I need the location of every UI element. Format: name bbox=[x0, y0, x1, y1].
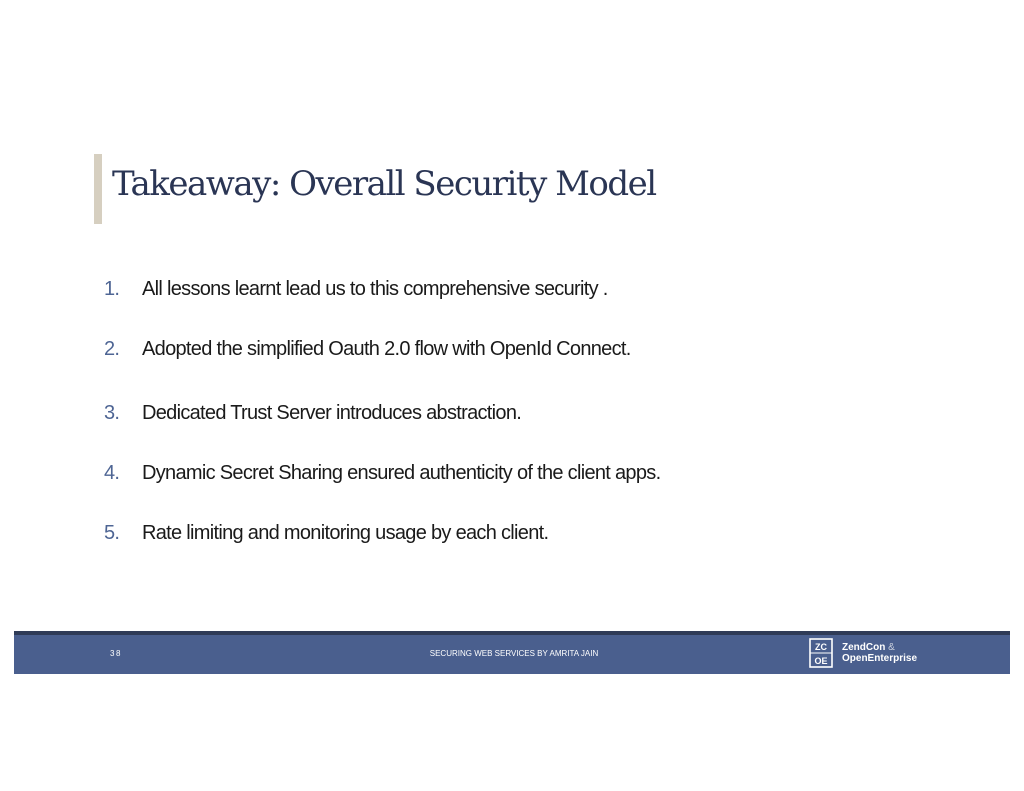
logo-line1: ZendCon bbox=[842, 642, 886, 653]
list-text: Dynamic Secret Sharing ensured authenticity of the client apps. bbox=[142, 462, 661, 484]
logo-amp: & bbox=[888, 642, 895, 653]
logo-mark-bottom: OE bbox=[814, 656, 828, 666]
zendcon-logo bbox=[809, 638, 939, 668]
list-text: Adopted the simplified Oauth 2.0 flow with OpenId Connect. bbox=[142, 338, 631, 360]
list-number: 1. bbox=[104, 278, 120, 300]
logo-mark-top: ZC bbox=[815, 642, 827, 652]
logo-wordmark bbox=[842, 642, 917, 664]
list-item bbox=[104, 338, 631, 361]
list-item bbox=[104, 462, 660, 485]
list-number: 2. bbox=[104, 338, 120, 360]
list-item bbox=[104, 522, 548, 545]
page-number: 38 bbox=[110, 649, 122, 658]
list-number: 4. bbox=[104, 462, 120, 484]
title-accent-bar bbox=[94, 154, 102, 224]
zendcon-logo-icon bbox=[809, 638, 833, 668]
list-number: 3. bbox=[104, 402, 120, 424]
list-text: All lessons learnt lead us to this comprehensive security . bbox=[142, 278, 608, 300]
list-item bbox=[104, 402, 521, 425]
footer-bar bbox=[14, 631, 1010, 674]
footer-divider bbox=[14, 631, 1010, 635]
logo-line2: OpenEnterprise bbox=[842, 653, 918, 664]
list-text: Dedicated Trust Server introduces abstraction. bbox=[142, 402, 522, 424]
footer-caption: SECURING WEB SERVICES BY AMRITA JAIN bbox=[429, 649, 599, 658]
list-text: Rate limiting and monitoring usage by each client. bbox=[142, 522, 549, 544]
list-number: 5. bbox=[104, 522, 120, 544]
slide-title: Takeaway: Overall Security Model bbox=[112, 164, 656, 204]
list-item bbox=[104, 278, 608, 301]
